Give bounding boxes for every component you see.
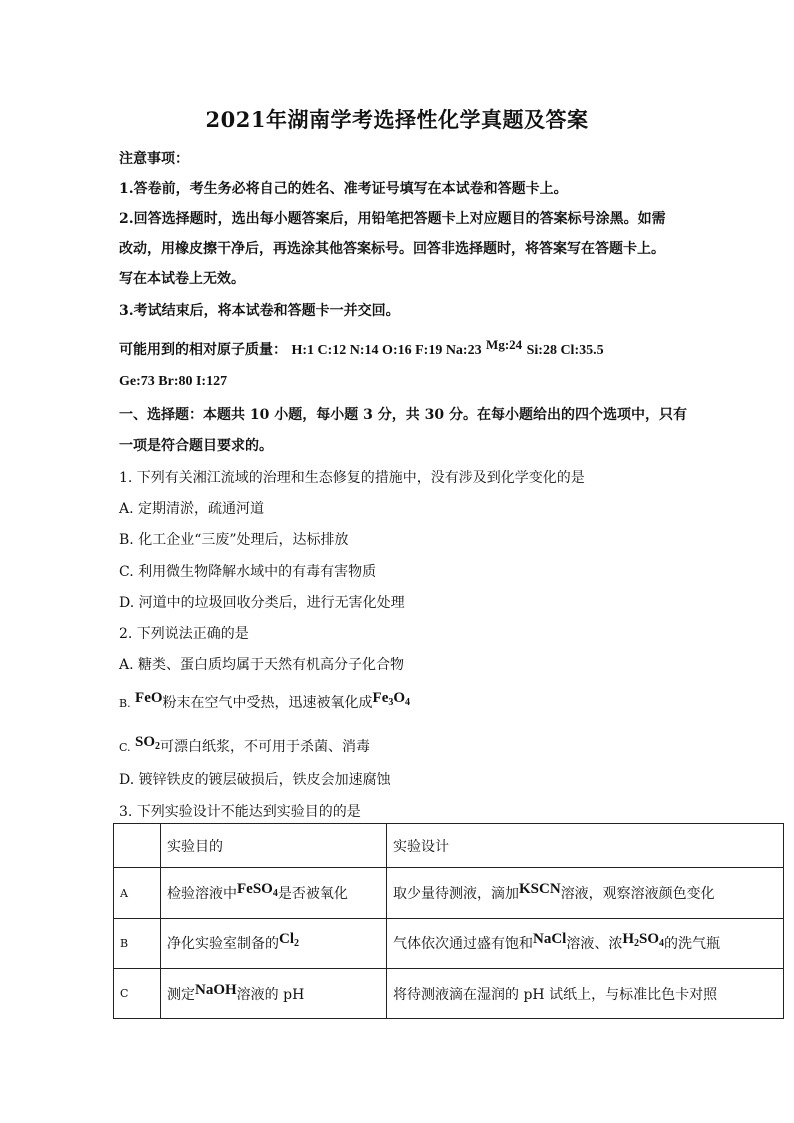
row-design: 取少量待测液，滴加KSCN溶液，观察溶液颜色变化 [387, 868, 784, 919]
question-1-option-b: B. 化工企业“三废”处理后，达标排放 [119, 532, 349, 548]
option-b-prefix: B. [119, 697, 131, 710]
row-purpose: 测定NaOH溶液的 pH [161, 969, 387, 1019]
formula-feso4: FeSO$_4$ [237, 880, 278, 899]
row-design: 气体依次通过盛有饱和NaCl溶液、浓$H_2SO_4$的洗气瓶 [387, 919, 784, 969]
notice-item-2-line-1: 2.回答选择题时，选出每小题答案后，用铅笔把答题卡上对应题目的答案标号涂黑。如需 [119, 211, 666, 227]
question-2-option-b [119, 692, 410, 713]
atomic-mass-mg: Mg:24 [486, 337, 523, 352]
option-b-text: 粉末在空气中受热，迅速被氧化成 [162, 695, 373, 711]
question-2-option-d: D. 镀锌铁皮的镀层破损后，铁皮会加速腐蚀 [119, 772, 391, 788]
experiment-table [113, 823, 784, 1019]
notice-item-3: 3.考试结束后，将本试卷和答题卡一并交回。 [119, 303, 400, 319]
table-row [114, 868, 784, 919]
table-header-design: 实验设计 [387, 824, 784, 868]
section-1-heading-line-2: 一项是符合题目要求的。 [119, 438, 273, 454]
question-2-option-c [119, 736, 370, 757]
formula-naoh: NaOH [195, 981, 237, 998]
question-1-option-a: A. 定期清淤，疏通河道 [119, 501, 265, 517]
section-1-heading-line-1: 一、选择题：本题共 10 小题，每小题 3 分，共 30 分。在每小题给出的四个选项中，只有 [119, 407, 687, 423]
question-2-stem: 2. 下列说法正确的是 [119, 626, 249, 642]
row-label: A [114, 868, 161, 919]
formula-so2: $SO_2$ [134, 734, 160, 752]
option-c-text: 可漂白纸浆，不可用于杀菌、消毒 [160, 739, 370, 755]
atomic-mass-values-2: Si:28 Cl:35.5 [526, 343, 604, 358]
formula-h2so4: $H_2SO_4$ [622, 931, 665, 949]
notice-item-2-line-3: 写在本试卷上无效。 [119, 271, 245, 287]
question-2-option-a: A. 糖类、蛋白质均属于天然有机高分子化合物 [119, 657, 405, 673]
row-label: C [114, 969, 161, 1019]
formula-cl2: $Cl_2$ [279, 931, 299, 949]
row-purpose: 净化实验室制备的$Cl_2$ [161, 919, 387, 969]
question-3-stem: 3. 下列实验设计不能达到实验目的的是 [119, 804, 361, 820]
option-c-prefix: C. [119, 741, 131, 754]
table-header-purpose: 实验目的 [161, 824, 387, 868]
table-row [114, 969, 784, 1019]
atomic-mass-line-1 [119, 339, 604, 359]
notice-item-1: 1.答卷前，考生务必将自己的姓名、准考证号填写在本试卷和答题卡上。 [119, 181, 568, 197]
formula-feo: FeO [135, 690, 163, 706]
row-design: 将待测液滴在湿润的 pH 试纸上，与标准比色卡对照 [387, 969, 784, 1019]
atomic-mass-line-2: Ge:73 Br:80 I:127 [119, 374, 228, 389]
formula-fe3o4: $Fe_3O_4$ [372, 690, 411, 708]
table-row [114, 919, 784, 969]
table-header-row [114, 824, 784, 868]
question-1-option-d: D. 河道中的垃圾回收分类后，进行无害化处理 [119, 595, 405, 611]
question-1-option-c: C. 利用微生物降解水域中的有毒有害物质 [119, 564, 377, 580]
page-title: 2021年湖南学考选择性化学真题及答案 [205, 107, 589, 132]
atomic-mass-label: 可能用到的相对原子质量： [119, 342, 287, 358]
formula-nacl: NaCl [533, 931, 567, 947]
row-purpose: 检验溶液中FeSO$_4$是否被氧化 [161, 868, 387, 919]
notice-heading: 注意事项： [119, 151, 189, 167]
atomic-mass-values-1: H:1 C:12 N:14 O:16 F:19 Na:23 [291, 343, 482, 358]
row-label: B [114, 919, 161, 969]
table-cell [114, 824, 161, 868]
question-1-stem: 1. 下列有关湘江流域的治理和生态修复的措施中，没有涉及到化学变化的是 [119, 470, 585, 486]
notice-item-2-line-2: 改动，用橡皮擦干净后，再选涂其他答案标号。回答非选择题时，将答案写在答题卡上。 [119, 241, 665, 257]
formula-kscn: KSCN [519, 881, 561, 897]
